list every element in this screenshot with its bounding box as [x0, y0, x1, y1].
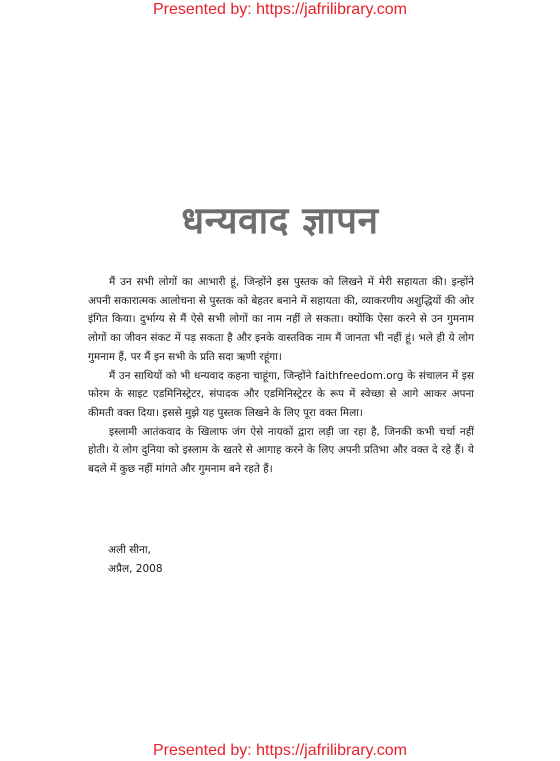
- acknowledgement-body: [88, 273, 474, 479]
- signature-date: अप्रैल, 2008: [108, 562, 163, 575]
- banner-prefix: Presented by:: [152, 742, 257, 759]
- paragraph-2: मैं उन साथियों को भी धन्यवाद कहना चाहूंगा, जिन्होंने faithfreedom.org के संचालन में इस फोरम के साइट एडमिनिस्ट्रेटर, संपादक और एडमिनिस्ट्रेटर के रूप में स्वेच्छा से आगे आकर अपना कीमती वक्त दिया। इससे मुझे यह पुस्तक लिखने के लिए पूरा वक्त मिला।: [88, 369, 474, 419]
- paragraph-3: इस्लामी आतंकवाद के खिलाफ जंग ऐसे नायकों द्वारा लड़ी जा रहा है, जिनकी कभी चर्चा नहीं होती। ये लोग दुनिया को इस्लाम के खतरे से आगाह करने के लिए अपनी प्रतिभा और वक्त दे रहे हैं। ये बदले में कुछ नहीं मांगते और गुमनाम बने रहते हैं।: [88, 425, 474, 476]
- banner-prefix: Presented by:: [152, 1, 257, 18]
- bottom-banner: [0, 741, 560, 761]
- banner-link[interactable]: https://jafrilibrary.com: [256, 742, 408, 759]
- signature-block: [108, 541, 163, 578]
- page-title: धन्यवाद ज्ञापन: [181, 199, 379, 242]
- paragraph-1: मैं उन सभी लोगों का आभारी हूं, जिन्होंने इस पुस्तक को लिखने में मेरी सहायता की। इन्होंने अपनी सकारात्मक आलोचना से पुस्तक को बेहतर बनाने में सहायता की, व्याकरणीय अशुद्धियों की ओर इंगित किया। दुर्भाग्य से मैं ऐसे सभी लोगों का नाम नहीं ले सकता। क्योंकि ऐसा करने से उन गुमनाम लोगों का जीवन संकट में पड़ सकता है और इनके वास्तविक नाम मैं जानता भी नहीं हूं। भले ही ये लोग गुमनाम हैं, पर मैं इन सभी के प्रति सदा ऋणी रहूंगा।: [88, 276, 474, 363]
- top-banner: [0, 0, 560, 20]
- banner-link[interactable]: https://jafrilibrary.com: [256, 1, 408, 18]
- author-name: अली सीना,: [108, 544, 151, 556]
